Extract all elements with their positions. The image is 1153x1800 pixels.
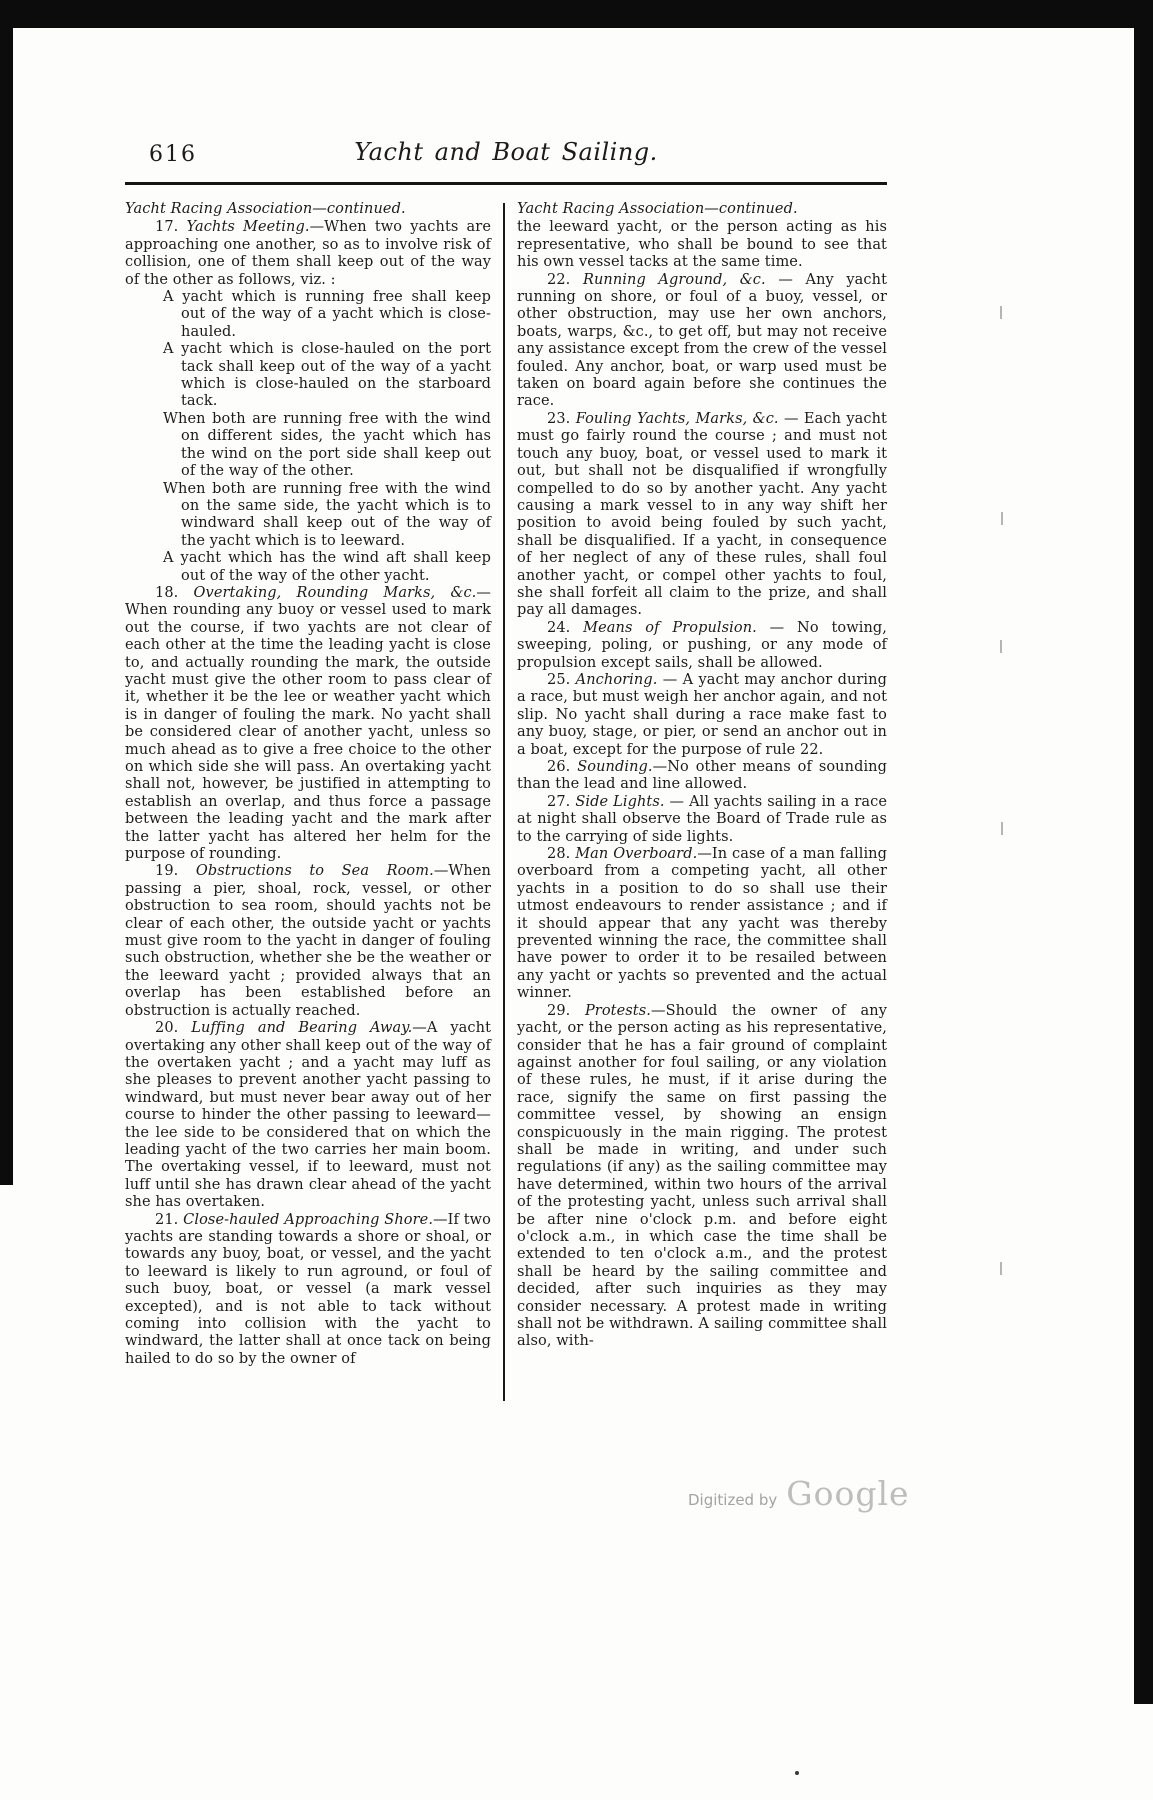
rule-27: 27. Side Lights. — All yachts sailing in a race at night shall observe the Board of Trade rule as to the carrying of side lights. xyxy=(517,793,887,845)
column-heading: Yacht Racing Association—continued. xyxy=(125,201,406,217)
header-rule xyxy=(125,182,887,185)
rule-26: 26. Sounding.—No other means of sounding than the lead and line allowed. xyxy=(517,759,888,793)
rule-title: Man Overboard. xyxy=(575,846,698,863)
rule-title: Sounding. xyxy=(577,759,653,775)
rule-title: Fouling Yachts, Marks, &c. xyxy=(575,410,779,427)
rule-title: Obstructions to Sea Room. xyxy=(195,863,434,880)
scan-artifact xyxy=(1001,512,1003,525)
page-content xyxy=(125,138,888,1367)
watermark xyxy=(688,1474,910,1513)
scan-artifact xyxy=(1001,822,1003,835)
left-column xyxy=(125,201,491,1368)
continuation-paragraph: the leeward yacht, or the person acting as his representative, who shall be bound to see that his own vessel tacks at the same time. xyxy=(517,219,887,271)
rule-17: 17. Yachts Meeting.—When two yachts are approaching one another, so as to involve risk of collision, one of them shall keep out of the way of the other as follows, viz. : xyxy=(125,219,491,288)
scan-edge-top xyxy=(0,0,1153,28)
rule-29: 29. Protests.—Should the owner of any yacht, or the person acting as his representative, consider that he has a fair ground of complaint against another for foul sailing, or any violation of these rules, he must, if it arise during the race, signify the same on first passing the committee vessel, by showing an ensign conspicuously in the main rigging. The protest shall be made in writing, and under such regulations (if any) as the sailing committee may have determined, within two hours of the arrival of the protesting yacht, unless such arrival shall be after nine o'clock p.m. and before eight o'clock a.m., in which case the time shall be extended to ten o'clock a.m., and the protest shall be heard by the sailing committee and decided, after such inquiries as they may consider necessary. A protest made in writing shall not be withdrawn. A sailing committee shall also, with- xyxy=(517,1002,888,1350)
left-column-rules xyxy=(125,219,491,1368)
rule-title: Close-hauled Approaching Shore. xyxy=(183,1211,434,1228)
rule-title: Overtaking, Rounding Marks, &c. xyxy=(193,584,477,601)
rule-clause: When both are running free with the wind on different sides, the yacht which has the wind on the port side shall keep out of the way of the other. xyxy=(163,410,491,480)
rule-22: 22. Running Aground, &c. — Any yacht running on shore, or foul of a buoy, vessel, or other obstruction, may use her own anchors, boats, warps, &c., to get off, but may not receive any assistance except from the crew of the vessel fouled. Any anchor, boat, or warp used must be taken on board again before she continues the race. xyxy=(517,271,888,410)
rule-title: Side Lights. xyxy=(575,793,665,810)
column-heading: Yacht Racing Association—continued. xyxy=(517,201,798,217)
rule-clause: When both are running free with the wind on the same side, the yacht which is to windward shall keep out of the way of the yacht which is to leeward. xyxy=(163,480,491,549)
scan-artifact xyxy=(1000,306,1002,319)
rule-title: Running Aground, &c. xyxy=(582,271,766,288)
rule-clause: A yacht which has the wind aft shall keep out of the way of the other yacht. xyxy=(163,550,491,584)
scan-edge-left xyxy=(0,0,13,1185)
page-number: 616 xyxy=(149,142,197,167)
digitized-by-label: Digitized by xyxy=(688,1491,778,1509)
rule-18: 18. Overtaking, Rounding Marks, &c.—When rounding any buoy or vessel used to mark out the course, if two yachts are not clear of each other at the time the leading yacht is close to, and actually rounding the mark, the outside yacht must give the other room to pass clear of it, whether it be the lee or weather yacht which is in danger of fouling the mark. No yacht shall be considered clear of another yacht, unless so much ahead as to give a free choice to the other on which side she will pass. An overtaking yacht shall not, however, be justified in attempting to establish an overlap, and thus force a passage between the leading yacht and the mark after the latter yacht has altered her helm for the purpose of rounding. xyxy=(125,584,491,863)
rule-20: 20. Luffing and Bearing Away.—A yacht overtaking any other shall keep out of the way of the overtaken yacht ; and a yacht may luff as she pleases to prevent another yacht passing to windward, but must never bear away out of her course to hinder the other passing to leeward—the lee side to be considered that on which the leading yacht of the two carries her main boom. The overtaking vessel, if to leeward, must not luff until she has drawn clear ahead of the yacht she has overtaken. xyxy=(125,1020,491,1211)
scan-edge-right xyxy=(1134,0,1153,1704)
rule-clause: A yacht which is running free shall keep out of the way of a yacht which is close-hauled. xyxy=(163,289,491,340)
right-column-rules xyxy=(517,219,887,1350)
rule-28: 28. Man Overboard.—In case of a man falling overboard from a competing yacht, all other yachts in a position to do so shall use their utmost endeavours to render assistance ; and if it should appear that any yacht was thereby prevented winning the race, the committee shall have power to order it to be resailed between any yacht or yachts so prevented and the actual winner. xyxy=(517,846,888,1002)
page-title: Yacht and Boat Sailing. xyxy=(354,138,658,166)
rule-title: Anchoring. xyxy=(575,671,658,688)
rule-25: 25. Anchoring. — A yacht may anchor during a race, but must weigh her anchor again, and not slip. No yacht shall during a race make fast to any buoy, stage, or pier, or send an anchor out in a boat, except for the purpose of rule 22. xyxy=(517,671,887,758)
column-divider xyxy=(503,203,505,1401)
rule-19: 19. Obstructions to Sea Room.—When passing a pier, shoal, rock, vessel, or other obstruction to sea room, should yachts not be clear of each other, the outside yacht or yachts must give room to the yacht in danger of fouling such obstruction, whether she be the weather or the leeward yacht ; provided always that an overlap has been established before an obstruction is actually reached. xyxy=(125,863,491,1019)
rule-23: 23. Fouling Yachts, Marks, &c. — Each yacht must go fairly round the course ; and must not touch any buoy, boat, or vessel used to mark it out, but shall not be disqualified if wrongfully compelled to do so by another yacht. Any yacht causing a mark vessel to in any way shift her position to avoid being fouled by such yacht, shall be disqualified. If a yacht, in consequence of her neglect of any of these rules, shall foul another yacht, or compel other yachts to foul, she shall forfeit all claim to the prize, and shall pay all damages. xyxy=(517,410,887,619)
rule-title: Luffing and Bearing Away. xyxy=(191,1020,413,1037)
right-column xyxy=(517,201,887,1351)
scan-artifact xyxy=(1000,640,1002,653)
rule-21: 21. Close-hauled Approaching Shore.—If two yachts are standing towards a shore or shoal, or towards any buoy, boat, or vessel, and the yacht to leeward is likely to run aground, or foul of such buoy, boat, or vessel (a mark vessel excepted), and is not able to tack without coming into collision with the yacht to windward, the latter shall at once tack on being hailed to do so by the owner of xyxy=(125,1211,491,1367)
scan-artifact xyxy=(1000,1262,1002,1275)
rule-title: Protests. xyxy=(584,1002,651,1019)
rule-title: Means of Propulsion. xyxy=(583,619,757,636)
google-logo: Google xyxy=(786,1474,910,1513)
rule-title: Yachts Meeting. xyxy=(186,219,310,236)
page-header xyxy=(125,138,887,176)
scan-speck xyxy=(795,1771,799,1775)
rule-24: 24. Means of Propulsion. — No towing, sweeping, poling, or pushing, or any mode of propulsion except sails, shall be allowed. xyxy=(517,619,887,671)
rule-clause: A yacht which is close-hauled on the port tack shall keep out of the way of a yacht which is close-hauled on the starboard tack. xyxy=(163,341,491,410)
